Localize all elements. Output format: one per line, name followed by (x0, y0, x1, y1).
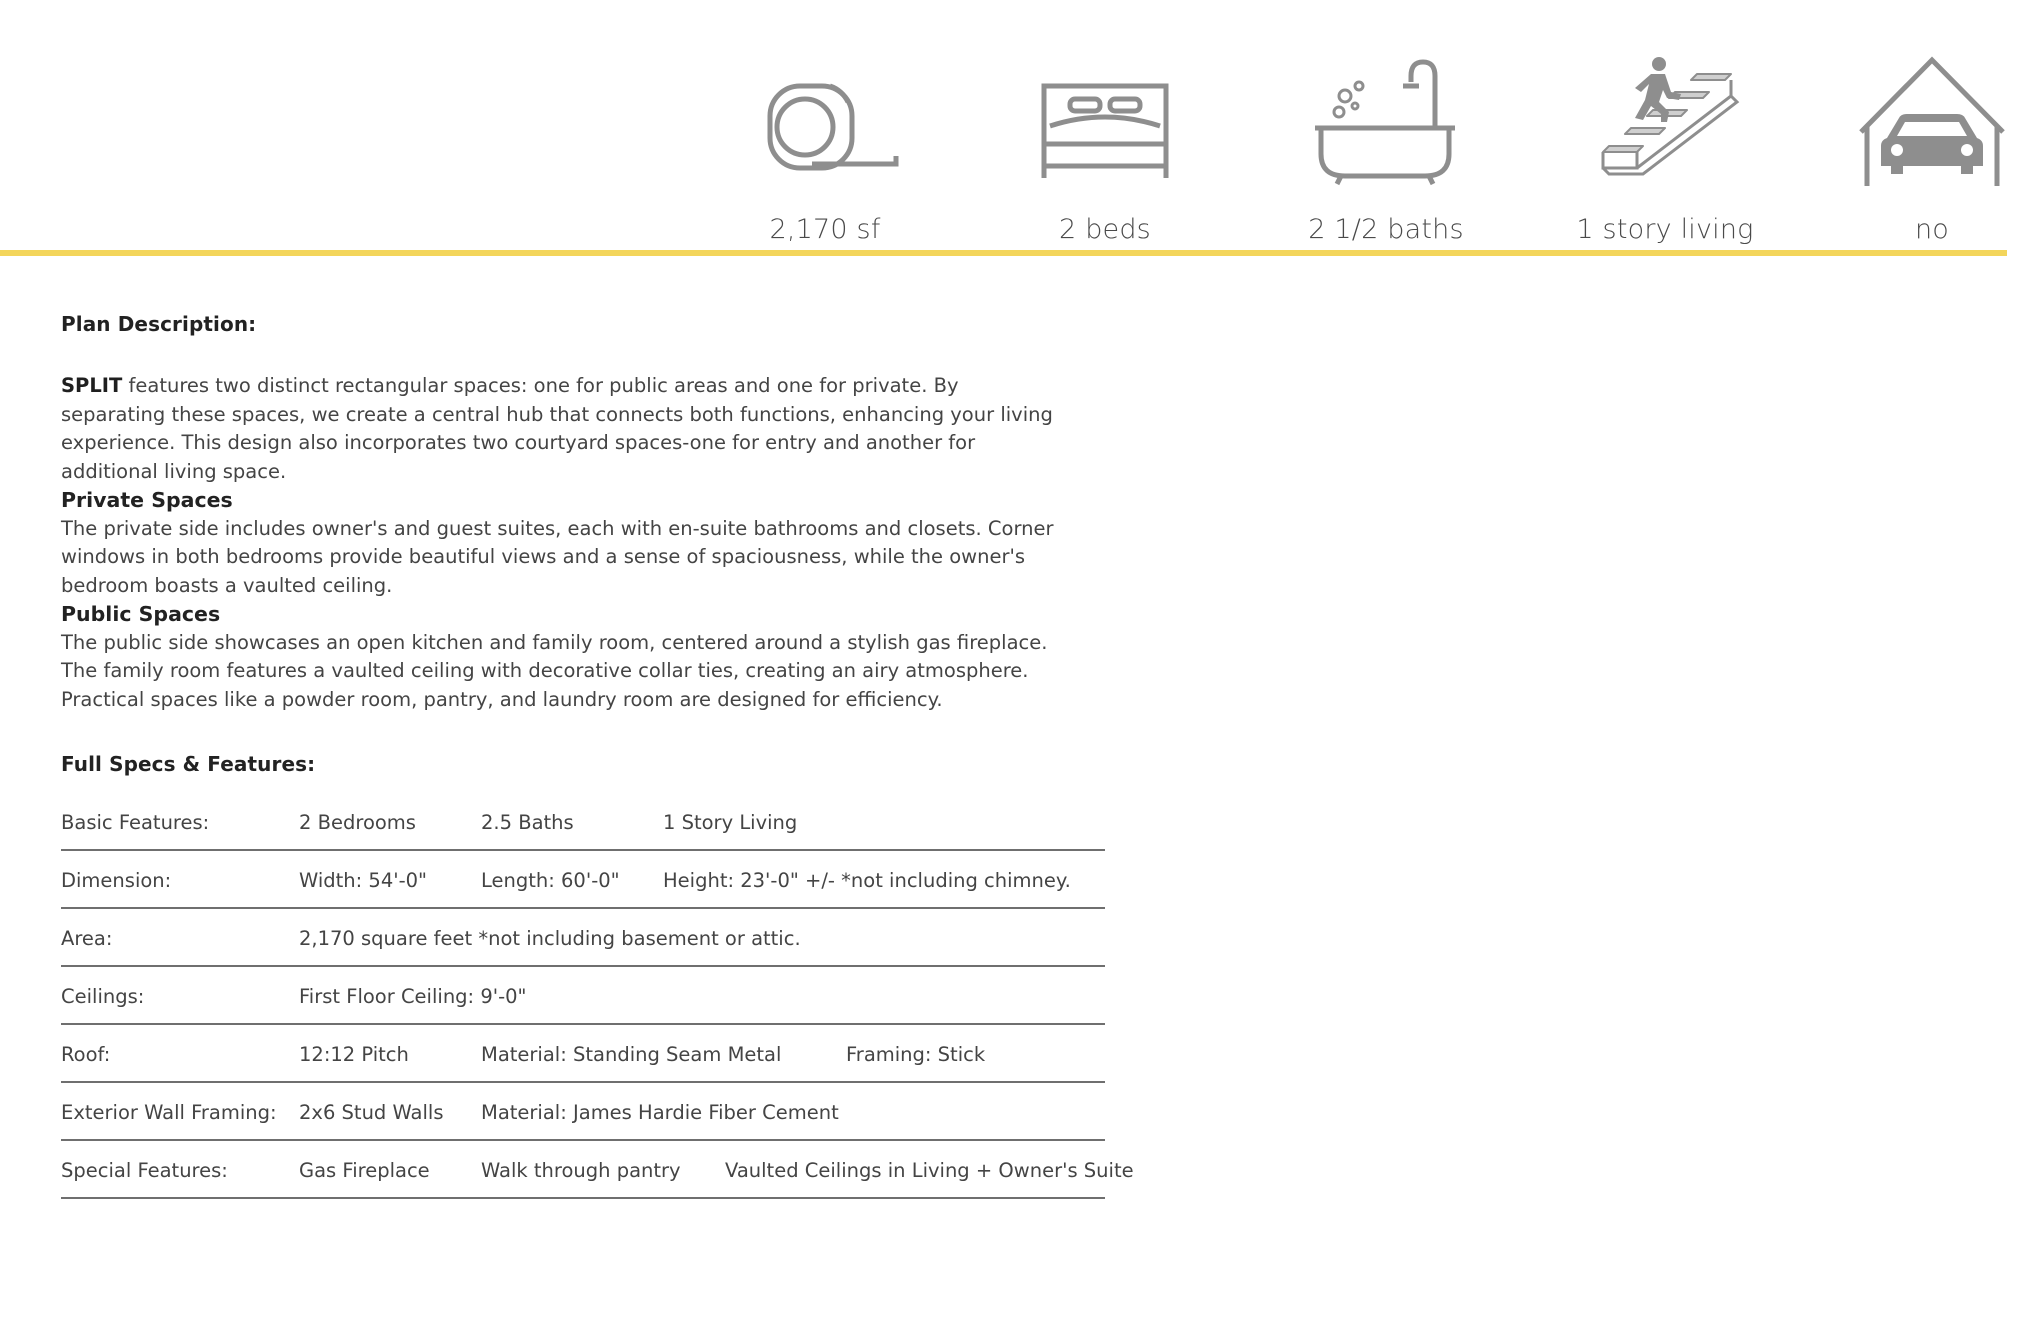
spec-value: Length: 60'-0" (481, 869, 620, 892)
spec-label: Ceilings: (61, 985, 145, 1008)
plan-description-section (61, 312, 1061, 714)
stat-garage (1812, 56, 2040, 245)
plan-name: SPLIT (61, 374, 123, 397)
spec-value: 12:12 Pitch (299, 1043, 409, 1066)
spec-value: Vaulted Ceilings in Living + Owner's Suite (725, 1159, 1134, 1182)
stat-beds-label: 2 beds (1059, 214, 1151, 245)
private-spaces-text: The private side includes owner's and guest suites, each with en-suite bathrooms and closets. Corner windows in both bedrooms provide beautiful views and a sense of spaciousness, while the owner's bedroom boasts a vaulted ceiling. (61, 516, 1054, 597)
spec-value: 2x6 Stud Walls (299, 1101, 444, 1124)
spec-value: Framing: Stick (846, 1043, 986, 1066)
spec-value: Width: 54'-0" (299, 869, 428, 892)
accent-divider (0, 250, 2007, 256)
spec-row-exterior-wall-framing (61, 1083, 1105, 1141)
spec-row-special-features (61, 1141, 1134, 1199)
plan-stats-bar (0, 0, 2040, 260)
stairs-icon (1545, 56, 1785, 186)
bed-icon (985, 56, 1225, 186)
spec-value: 2,170 square feet *not including basement or attic. (299, 927, 801, 950)
spec-row-dimension (61, 851, 1105, 909)
garage-icon (1812, 56, 2040, 186)
spec-value: 2 Bedrooms (299, 811, 416, 834)
stat-story (1545, 56, 1785, 245)
spec-label: Basic Features: (61, 811, 210, 834)
stat-baths-label: 2 1/2 baths (1308, 214, 1464, 245)
bathtub-icon (1266, 56, 1506, 186)
spec-value: 1 Story Living (663, 811, 798, 834)
spec-value: Walk through pantry (481, 1159, 681, 1182)
stat-area-label: 2,170 sf (769, 214, 881, 245)
spec-value: 2.5 Baths (481, 811, 574, 834)
spec-row-area (61, 909, 1105, 967)
tape-measure-icon (705, 56, 945, 186)
private-spaces-heading: Private Spaces (61, 488, 233, 512)
spec-value: Height: 23'-0" +/- *not including chimney. (663, 869, 1071, 892)
spec-label: Exterior Wall Framing: (61, 1101, 277, 1124)
spec-row-basic-features (61, 793, 1105, 851)
plan-intro-text: features two distinct rectangular spaces: one for public areas and one for private. By separating these spaces, we create a central hub that connects both functions, enhancing your living experience. This design also incorporates two courtyard spaces-one for entry and another for additional living space. (61, 374, 1053, 483)
specs-table (61, 793, 1134, 1199)
public-spaces-text: The public side showcases an open kitchen and family room, centered around a stylish gas fireplace. The family room features a vaulted ceiling with decorative collar ties, creating an airy atmosphere. Practical spaces like a powder room, pantry, and laundry room are designed for efficiency. (61, 630, 1048, 711)
plan-description-heading: Plan Description: (61, 312, 257, 336)
specs-heading: Full Specs & Features: (61, 752, 316, 776)
spec-label: Special Features: (61, 1159, 228, 1182)
spec-value: Material: James Hardie Fiber Cement (481, 1101, 839, 1124)
specs-section (61, 752, 1134, 1199)
spec-value: Gas Fireplace (299, 1159, 430, 1182)
spec-value: Material: Standing Seam Metal (481, 1043, 782, 1066)
stat-area (705, 56, 945, 245)
spec-value: First Floor Ceiling: 9'-0" (299, 985, 527, 1008)
spec-label: Dimension: (61, 869, 172, 892)
stat-beds (985, 56, 1225, 245)
spec-label: Roof: (61, 1043, 111, 1066)
stat-garage-label: no (1914, 214, 1950, 245)
spec-row-roof (61, 1025, 1105, 1083)
stat-story-label: 1 story living (1576, 214, 1754, 245)
plan-description-body (61, 372, 1061, 714)
spec-label: Area: (61, 927, 113, 950)
stat-baths (1266, 56, 1506, 245)
plan-intro (61, 372, 1061, 486)
public-spaces-heading: Public Spaces (61, 602, 221, 626)
spec-row-ceilings (61, 967, 1105, 1025)
